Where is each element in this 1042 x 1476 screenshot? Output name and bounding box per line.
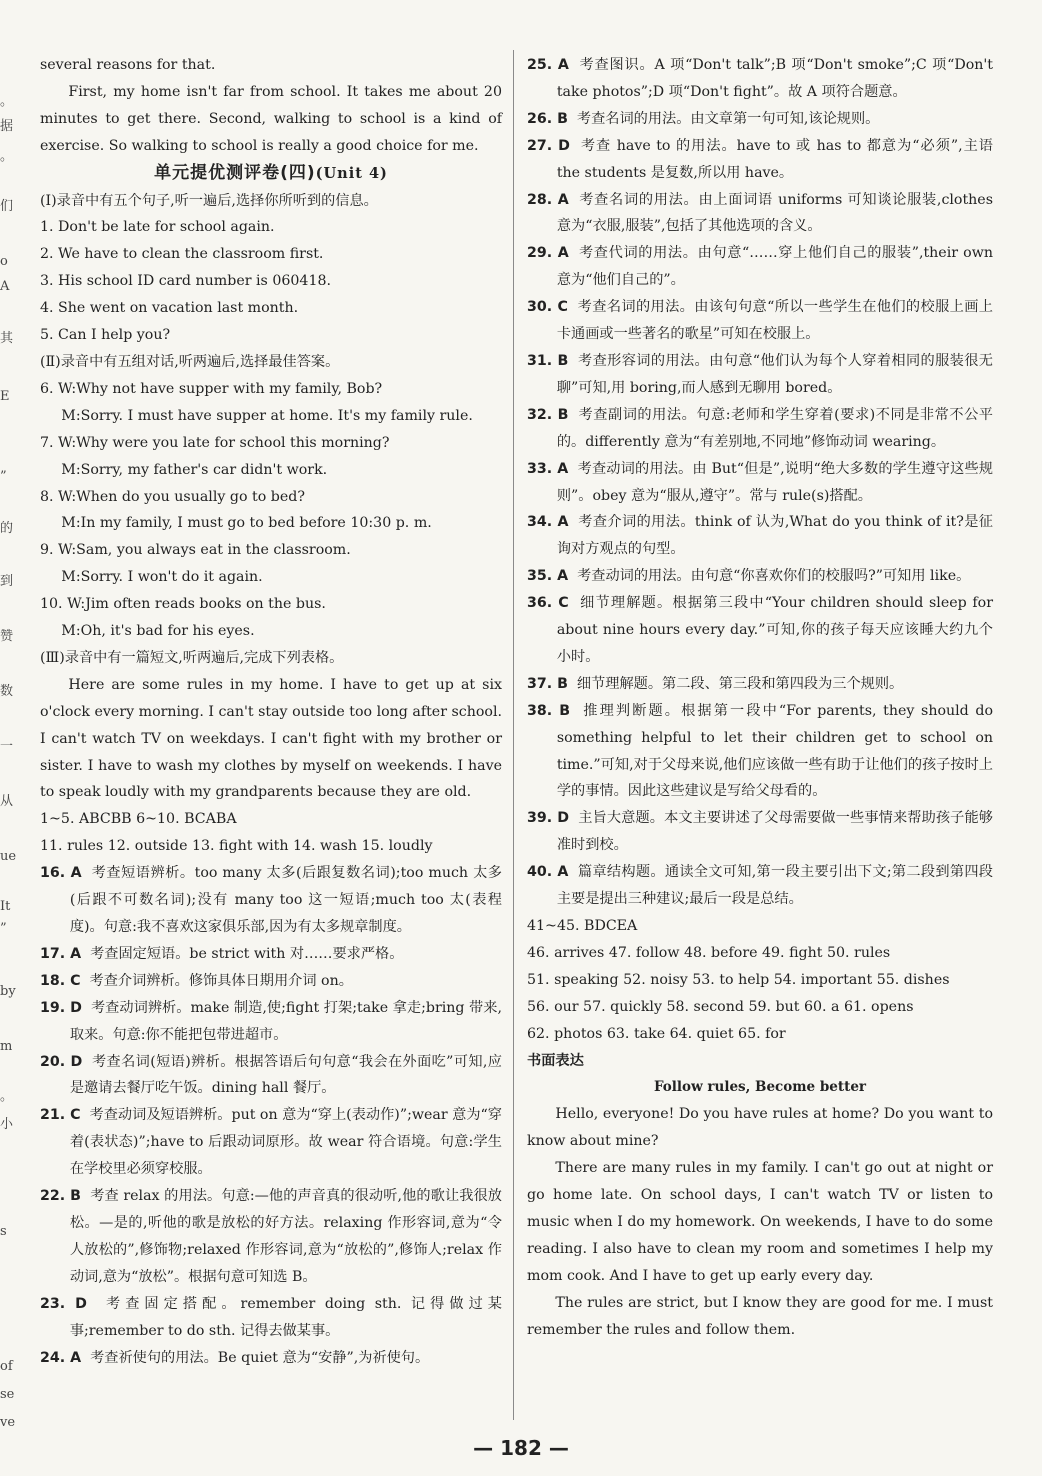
dialog-m: M:In my family, I must go to bed before 10:30 p. m. xyxy=(61,515,432,532)
explanation-text: 考查 relax 的用法。句意:—他的声音真的很动听,他的歌让我很放松。—是的,听他的歌是放松的好方法。relaxing 作形容词,意为“令人放松的”,修饰物;relaxed 作形容词,意为“放松的”,修饰人;relax 作动词,意为“放松”。根据句意可知选 B。 xyxy=(69,1188,502,1285)
question-number: 28. A xyxy=(527,191,569,208)
explanation-item xyxy=(40,968,502,995)
margin-fragment: E xyxy=(0,389,10,404)
margin-fragment: 的 xyxy=(0,521,14,536)
dialog-m: M:Sorry. I must have supper at home. It's my family rule. xyxy=(61,407,473,424)
essay-paragraph: There are many rules in my family. I can't go out at night or go home late. On school days, I can't watch TV or listen to music when I do my homework. On weekends, I have to do some reading. I also have to clean my room and sometimes I help my mom cook. And I have to get up early every day. xyxy=(527,1160,993,1284)
question-number: 18. C xyxy=(40,972,81,989)
list-item: 5. Can I help you? xyxy=(40,327,171,344)
answers-line: 51. speaking 52. noisy 53. to help 54. important 55. dishes xyxy=(527,971,950,988)
column-divider xyxy=(513,50,514,1420)
explanation-text: 考查固定搭配。remember doing sth. 记得做过某事;remember to do sth. 记得去做某事。 xyxy=(69,1295,502,1339)
explanation-item xyxy=(40,1183,502,1291)
part3-heading: (Ⅲ)录音中有一篇短文,听两遍后,完成下列表格。 xyxy=(40,649,344,666)
section-title xyxy=(40,160,502,188)
question-number: 33. A xyxy=(527,460,569,477)
explanation-text: 考查代词的用法。由句意“……穿上他们自己的服装”,their own 意为“他们自己的”。 xyxy=(556,245,993,289)
explanation-text: 考查名词(短语)辨析。根据答语后句句意“我会在外面吃”可知,应是邀请去餐厅吃午饭。dining hall 餐厅。 xyxy=(69,1053,502,1097)
left-margin-fragments xyxy=(0,60,16,1440)
margin-fragment: 据 xyxy=(0,119,14,134)
question-number: 27. D xyxy=(527,137,570,154)
part2-dialogs xyxy=(40,376,502,645)
margin-fragment: ve xyxy=(0,1415,16,1430)
explanation-text: 考查固定短语。be strict with 对……要求严格。 xyxy=(90,945,404,962)
question-number: 22. B xyxy=(40,1188,81,1205)
explanation-item xyxy=(527,133,993,187)
dialog-w: 10. W:Jim often reads books on the bus. xyxy=(40,596,326,613)
explanation-item xyxy=(527,187,993,241)
explanation-text: 考查动词的用法。由句意“你喜欢你们的校服吗?”可知用 like。 xyxy=(577,568,971,585)
margin-fragment: se xyxy=(0,1387,15,1402)
margin-fragment: o xyxy=(0,254,8,269)
question-number: 32. B xyxy=(527,406,569,423)
question-number: 23. D xyxy=(40,1295,87,1312)
explanation-item xyxy=(40,995,502,1049)
answers-line: 62. photos 63. take 64. quiet 65. for xyxy=(527,1025,786,1042)
margin-fragment: of xyxy=(0,1359,13,1374)
margin-fragment: It xyxy=(0,899,11,914)
explanation-text: 考查名词的用法。由该句句意“所以一些学生在他们的校服上画上卡通画或一些著名的歌星”可知在校服上。 xyxy=(556,299,993,343)
question-number: 25. A xyxy=(527,57,569,73)
intro-end: several reasons for that. xyxy=(40,57,216,73)
explanation-text: 考查图识。A 项“Don't talk”;B 项“Don't smoke”;C 项“Don't take photos”;D 项“Don't fight”。故 A 项符合题意。 xyxy=(556,57,993,100)
explanation-text: 考查短语辨析。too many 太多(后跟复数名词);too much 太多(后跟不可数名词);没有 many too 这一短语;much too 太(表程度)。句意:我不喜欢这家俱乐部,因为有太多规章制度。 xyxy=(69,865,502,935)
question-number: 38. B xyxy=(527,702,571,719)
explanation-text: 考查名词的用法。由上面词语 uniforms 可知谈论服装,clothes 意为“衣服,服装”,包括了其他选项的含义。 xyxy=(556,191,993,235)
explanation-text: 考查祈使句的用法。Be quiet 意为“安静”,为祈使句。 xyxy=(90,1349,430,1366)
explanation-item xyxy=(527,590,993,671)
list-item: 4. She went on vacation last month. xyxy=(40,300,299,317)
part1-heading: (Ⅰ)录音中有五个句子,听一遍后,选择你所听到的信息。 xyxy=(40,192,378,209)
explanation-item xyxy=(527,52,993,106)
explanation-item xyxy=(527,671,993,698)
explanation-item xyxy=(527,563,993,590)
explanation-item xyxy=(40,1345,502,1372)
question-number: 36. C xyxy=(527,595,569,612)
margin-fragment: s xyxy=(0,1224,7,1239)
question-number: 34. A xyxy=(527,514,569,531)
explanation-item xyxy=(40,1049,502,1103)
page-number: — 182 — xyxy=(473,1436,569,1460)
list-item: 1. Don't be late for school again. xyxy=(40,219,275,236)
list-item: 3. His school ID card number is 060418. xyxy=(40,273,332,290)
margin-fragment: ” xyxy=(0,469,7,484)
explanation-text: 篇章结构题。通读全文可知,第一段主要引出下文;第二段到第四段主要是提出三种建议;最后一段是总结。 xyxy=(556,864,993,908)
margin-fragment: 数 xyxy=(0,684,14,699)
explanation-text: 细节理解题。根据第三段中“Your children should sleep for about nine hours every day.”可知,你的孩子每天应该睡大约九个小时。 xyxy=(556,595,993,665)
part1-list xyxy=(40,214,502,349)
essay-paragraph: Hello, everyone! Do you have rules at home? Do you want to know about mine? xyxy=(527,1106,993,1150)
explanation-item xyxy=(40,1102,502,1183)
explanation-item xyxy=(40,860,502,941)
question-number: 29. A xyxy=(527,245,569,262)
explanation-text: 推理判断题。根据第一段中“For parents, they should do something helpful to let their children get to school on time.”可知,对于父母来说,他们应该做一些有助于让他们的孩子按时上学的事情。因此这些建议是写给父母看的。 xyxy=(556,702,994,800)
question-number: 24. A xyxy=(40,1349,82,1366)
dialog-w: 6. W:Why not have supper with my family, Bob? xyxy=(40,380,383,397)
explanation-text: 考查介词辨析。修饰具体日期用介词 on。 xyxy=(89,972,353,989)
explanation-text: 考查动词辨析。make 制造,使;fight 打架;take 拿走;bring 带来,取来。句意:你不能把包带进超市。 xyxy=(69,999,502,1043)
right-column xyxy=(527,52,993,1344)
dialog-m: M:Sorry. I won't do it again. xyxy=(61,569,263,586)
dialog-w: 9. W:Sam, you always eat in the classroom. xyxy=(40,542,351,559)
explanation-text: 考查形容词的用法。由句意“他们认为每个人穿着相同的服装很无聊”可知,用 boring,而人感到无聊用 bored。 xyxy=(556,352,993,396)
dialog-m: M:Oh, it's bad for his eyes. xyxy=(61,623,255,640)
question-number: 39. D xyxy=(527,810,569,827)
part3-passage: Here are some rules in my home. I have to get up at six o'clock every morning. I can't stay outside too long after school. I can't watch TV on weekdays. I can't fight with my brother or sister. I have to wash my clothes by myself on weekends. I have to speak loudly with my grandparents because they are old. xyxy=(40,676,502,801)
explanation-item xyxy=(527,294,993,348)
explanation-text: 主旨大意题。本文主要讲述了父母需要做一些事情来帮助孩子能够准时到校。 xyxy=(556,810,993,854)
explanation-item xyxy=(40,941,502,968)
margin-fragment: 赞 xyxy=(0,629,14,644)
dialog-w: 7. W:Why were you late for school this morning? xyxy=(40,434,390,451)
question-number: 20. D xyxy=(40,1053,83,1070)
section-title-text: 单元提优测评卷(四) xyxy=(154,162,316,183)
question-number: 37. B xyxy=(527,675,568,692)
explanation-item xyxy=(527,402,993,456)
answers-line: 56. our 57. quickly 58. second 59. but 60. a 61. opens xyxy=(527,998,914,1015)
essay-title: Follow rules, Become better xyxy=(653,1079,867,1096)
answers-41-45: 41~45. BDCEA xyxy=(527,918,638,934)
margin-fragment: 。 xyxy=(0,94,14,109)
margin-fragment: ue xyxy=(0,849,17,864)
margin-fragment: 从 xyxy=(0,794,14,809)
writing-heading: 书面表达 xyxy=(527,1052,584,1069)
explanation-text: 考查介词的用法。think of 认为,What do you think of it?是征询对方观点的句型。 xyxy=(556,514,993,558)
margin-fragment: 。 xyxy=(0,149,14,164)
margin-fragment: 一 xyxy=(0,739,14,754)
explanation-text: 考查名词的用法。由文章第一句可知,该论规则。 xyxy=(576,110,880,127)
explanations-25-40 xyxy=(527,52,993,913)
margin-fragment: by xyxy=(0,984,16,999)
question-number: 21. C xyxy=(40,1107,81,1124)
list-item: 2. We have to clean the classroom first. xyxy=(40,246,324,263)
section-unit: (Unit 4) xyxy=(315,164,388,182)
explanations-16-24 xyxy=(40,860,502,1371)
answers-1-10: 1~5. ABCBB 6~10. BCABA xyxy=(40,811,237,828)
explanation-item xyxy=(40,1291,502,1345)
answers-11-15: 11. rules 12. outside 13. fight with 14. wash 15. loudly xyxy=(40,838,433,855)
answers-line: 46. arrives 47. follow 48. before 49. fight 50. rules xyxy=(527,944,891,961)
margin-fragment: 。 xyxy=(0,1089,14,1104)
margin-fragment: 到 xyxy=(0,574,14,589)
margin-fragment: m xyxy=(0,1039,13,1054)
essay-paragraph: The rules are strict, but I know they are good for me. I must remember the rules and follow them. xyxy=(527,1294,993,1338)
question-number: 17. A xyxy=(40,945,82,962)
explanation-text: 考查动词的用法。由 But“但是”,说明“绝大多数的学生遵守这些规则”。obey 意为“服从,遵守”。常与 rule(s)搭配。 xyxy=(556,460,993,504)
question-number: 31. B xyxy=(527,352,569,369)
margin-fragment: 小 xyxy=(0,1117,14,1132)
explanation-text: 考查副词的用法。句意:老师和学生穿着(要求)不同是非常不公平的。differently 意为“有差别地,不同地”修饰动词 wearing。 xyxy=(556,406,993,450)
explanation-item xyxy=(527,805,993,859)
part2-heading: (Ⅱ)录音中有五组对话,听两遍后,选择最佳答案。 xyxy=(40,353,340,370)
intro-paragraph: First, my home isn't far from school. It takes me about 20 minutes to get there. Second, walking to school is a kind of exercise. So walking to school is really a good choice for me. xyxy=(40,83,502,154)
question-number: 16. A xyxy=(40,865,82,882)
question-number: 30. C xyxy=(527,299,568,316)
explanation-item xyxy=(527,859,993,913)
explanation-text: 细节理解题。第二段、第三段和第四段为三个规则。 xyxy=(576,675,904,692)
explanation-item xyxy=(527,509,993,563)
explanation-item xyxy=(527,456,993,510)
explanation-item xyxy=(527,106,993,133)
question-number: 35. A xyxy=(527,568,569,585)
question-number: 19. D xyxy=(40,999,82,1016)
margin-fragment: 其 xyxy=(0,331,14,346)
explanation-text: 考查 have to 的用法。have to 或 has to 都意为“必须”,主语 the students 是复数,所以用 have。 xyxy=(556,137,993,181)
dialog-w: 8. W:When do you usually go to bed? xyxy=(40,488,305,505)
margin-fragment: A xyxy=(0,279,10,294)
margin-fragment: ” xyxy=(0,921,7,936)
question-number: 40. A xyxy=(527,864,569,881)
explanation-item xyxy=(527,240,993,294)
dialog-m: M:Sorry, my father's car didn't work. xyxy=(61,461,328,478)
explanation-text: 考查动词及短语辨析。put on 意为“穿上(表动作)”;wear 意为“穿着(表状态)”;have to 后跟动词原形。故 wear 符合语境。句意:学生在学校里必须穿校服。 xyxy=(69,1107,502,1178)
left-column xyxy=(40,52,502,1371)
question-number: 26. B xyxy=(527,110,568,127)
margin-fragment: 们 xyxy=(0,199,14,214)
explanation-item xyxy=(527,698,993,806)
explanation-item xyxy=(527,348,993,402)
